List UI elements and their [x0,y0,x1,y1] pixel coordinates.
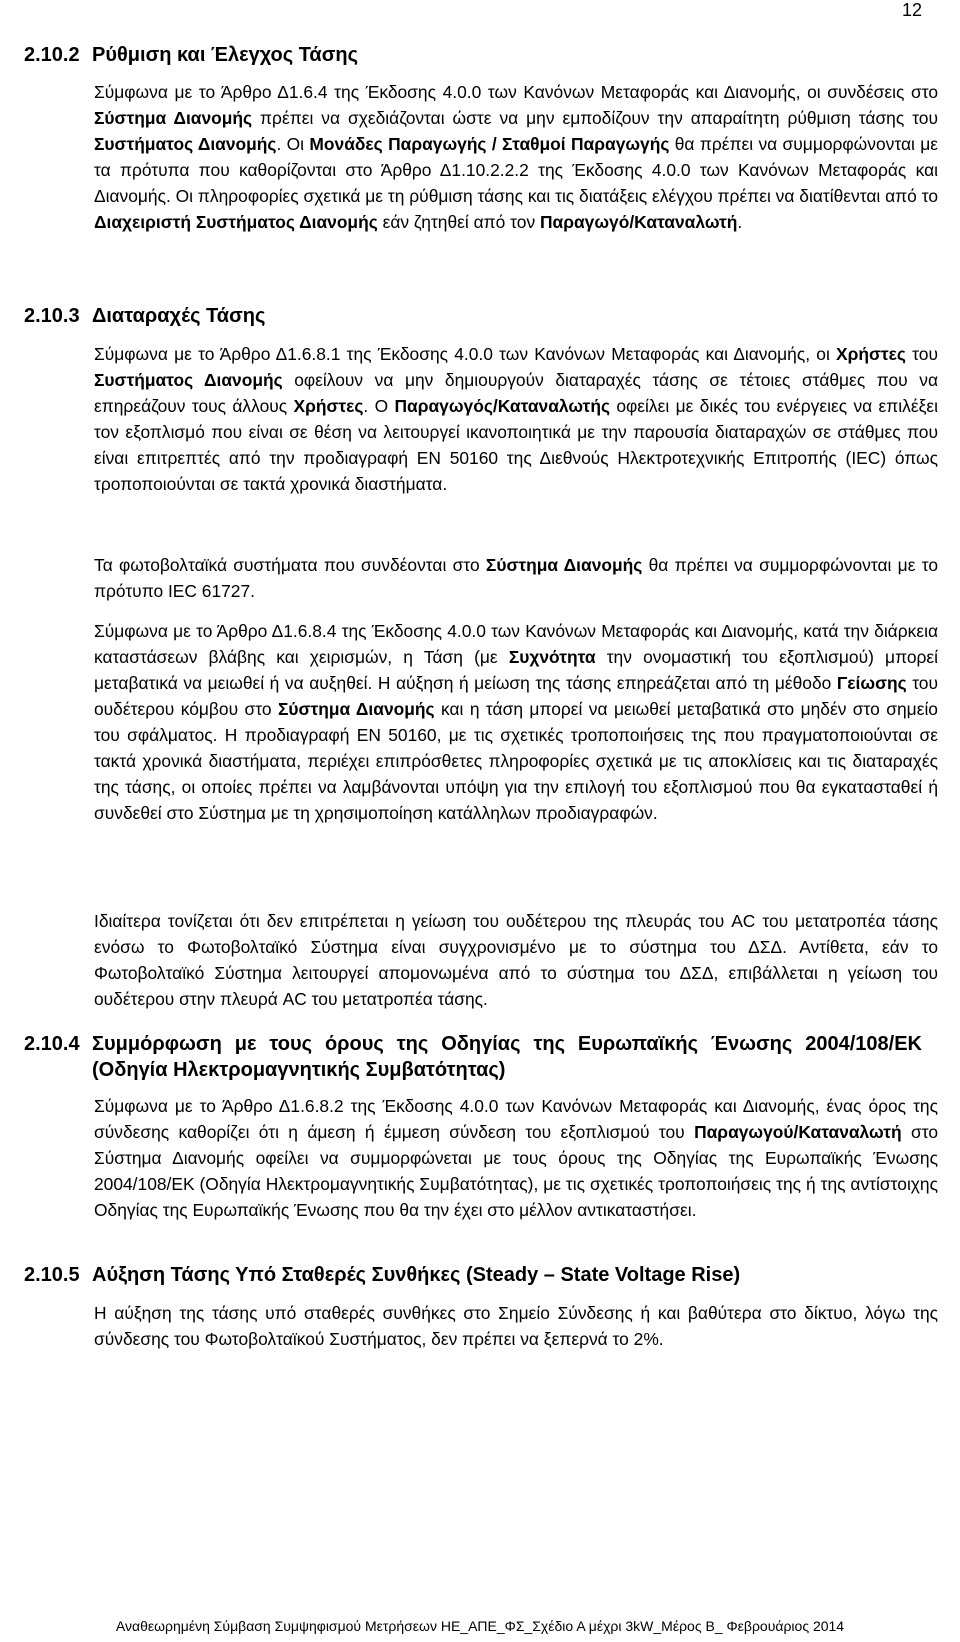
paragraph: Σύμφωνα με το Άρθρο Δ1.6.8.2 της Έκδοσης 4.0.0 των Κανόνων Μεταφοράς και Διανομής, ένας όρος της σύνδεσης καθορίζει ότι η άμεση ή έμμεση σύνδεση του εξοπλισμού του Παραγωγού/Καταναλωτή στο Σύστημα Διανομής οφείλει να συμμορφώνεται με τους όρους της Οδηγίας της Ευρωπαϊκής Ένωσης 2004/108/ΕΚ (Οδηγία Ηλεκτρομαγνητικής Συμβατότητας), με τις σχετικές τροποποιήσεις της ή της αντίστοιχης Οδηγίας της Ευρωπαϊκής Ένωσης που θα την έχει στο μέλλον αντικαταστήσει. [94,1096,938,1220]
bold-term: Σύστημα Διανομής [277,699,435,719]
bold-term: Χρήστες [836,344,906,364]
section-heading-2-10-3 [24,303,922,329]
bold-term: Παραγωγό/Καταναλωτή [539,212,738,232]
paragraph: Ιδιαίτερα τονίζεται ότι δεν επιτρέπεται η γείωση του ουδέτερου της πλευράς του AC του μετατροπέα τάσης ενόσω το Φωτοβολταϊκό Σύστημα είναι συγχρονισμένο με το σύστημα του ΔΣΔ. Αντίθετα, εάν το Φωτοβολταϊκό Σύστημα λειτουργεί απομονωμένα από το σύστημα του ΔΣΔ, επιβάλλεται η γείωση του ουδέτερου στην πλευρά AC του μετατροπέα τάσης. [94,911,938,1009]
section-title: Ρύθμιση και Έλεγχος Τάσης [92,44,359,66]
section-title: Διαταραχές Τάσης [92,305,266,327]
paragraph: Τα φωτοβολταϊκά συστήματα που συνδέονται στο Σύστημα Διανομής θα πρέπει να συμμορφώνονται με το πρότυπο IEC 61727. [94,555,938,601]
section-number: 2.10.3 [24,305,80,327]
section-title: Αύξηση Τάσης Υπό Σταθερές Συνθήκες (Steady – State Voltage Rise) [92,1264,741,1286]
bold-term: Σύστημα Διανομής [485,555,643,575]
bold-term: Συχνότητα [508,647,596,667]
paragraph: Σύμφωνα με το Άρθρο Δ1.6.4 της Έκδοσης 4.0.0 των Κανόνων Μεταφοράς και Διανομής, οι συνδέσεις στο Σύστημα Διανομής πρέπει να σχεδιάζονται ώστε να μην εμποδίζουν την απαραίτητη ρύθμιση τάσης του Συστήματος Διανομής. Οι Μονάδες Παραγωγής / Σταθμοί Παραγωγής θα πρέπει να συμμορφώνονται με τα πρότυπα που καθορίζονται στο Άρθρο Δ1.10.2.2.2 της Έκδοσης 4.0.0 των Κανόνων Μεταφοράς και Διανομής. Οι πληροφορίες σχετικά με τη ρύθμιση τάσης και τις διατάξεις ελέγχου πρέπει να διατίθενται από το Διαχειριστή Συστήματος Διανομής εάν ζητηθεί από τον Παραγωγό/Καταναλωτή. [94,82,938,232]
bold-term: Σύστημα Διανομής [94,108,253,128]
bold-term: Συστήματος Διανομής [94,134,277,154]
bold-term: Χρήστες [293,396,364,416]
bold-term: Γείωσης [836,673,907,693]
bold-term: Παραγωγού/Καταναλωτή [694,1122,902,1142]
bold-term: Μονάδες Παραγωγής / Σταθμοί Παραγωγής [309,134,670,154]
section-heading-2-10-5 [24,1262,922,1288]
paragraph: Σύμφωνα με το Άρθρο Δ1.6.8.4 της Έκδοσης 4.0.0 των Κανόνων Μεταφοράς και Διανομής, κατά την διάρκεια καταστάσεων βλάβης και χειρισμών, η Τάση (με Συχνότητα την ονομαστική του εξοπλισμού) μπορεί μεταβατικά να μειωθεί ή να αυξηθεί. Η αύξηση ή μείωση της τάσης επηρεάζεται από τη μέθοδο Γείωσης του ουδέτερου κόμβου στο Σύστημα Διανομής και η τάση μπορεί να μειωθεί μεταβατικά στο μηδέν στο σημείο του σφάλματος. Η προδιαγραφή EN 50160, με τις σχετικές τροποποιήσεις της που πραγματοποιούνται σε τακτά χρονικά διαστήματα, περιέχει επιπρόσθετες πληροφορίες σχετικά με τις αποκλίσεις και τις διαταραχές της τάσης, οι οποίες πρέπει να λαμβάνονται υπόψη για την επιλογή του εξοπλισμού που θα εγκατασταθεί ή συνδεθεί στο Σύστημα με τη χρησιμοποίηση κατάλληλων προδιαγραφών. [94,621,938,823]
section-title: Συμμόρφωση με τους όρους της Οδηγίας της Ευρωπαϊκής Ένωσης 2004/108/ΕΚ (Οδηγία Ηλεκτρομαγνητικής Συμβατότητας) [92,1033,922,1081]
section-number: 2.10.4 [24,1033,80,1055]
paragraph: Η αύξηση της τάσης υπό σταθερές συνθήκες στο Σημείο Σύνδεσης ή και βαθύτερα στο δίκτυο, λόγω της σύνδεσης του Φωτοβολταϊκού Συστήματος, δεν πρέπει να ξεπερνά το 2%. [94,1303,938,1349]
section-heading-2-10-2 [24,42,922,68]
section-number: 2.10.2 [24,44,80,66]
bold-term: Παραγωγός/Καταναλωτής [394,396,610,416]
paragraph: Σύμφωνα με το Άρθρο Δ1.6.8.1 της Έκδοσης 4.0.0 των Κανόνων Μεταφοράς και Διανομής, οι Χρήστες του Συστήματος Διανομής οφείλουν να μην δημιουργούν διαταραχές τάσης σε τέτοιες στάθμες που να επηρεάζουν τους άλλους Χρήστες. Ο Παραγωγός/Καταναλωτής οφείλει με δικές του ενέργειες να επιλέξει τον εξοπλισμό που είναι σε θέση να λειτουργεί ικανοποιητικά με την παρουσία διαταραχών σε στάθμες που είναι επιτρεπτές από την προδιαγραφή EN 50160 της Διεθνούς Ηλεκτροτεχνικής Επιτροπής (IEC) όπως τροποποιούνται σε τακτά χρονικά διαστήματα. [94,344,939,494]
bold-term: Συστήματος Διανομής [94,370,283,390]
page-number: 12 [901,0,922,20]
section-heading-2-10-4 [24,1031,922,1083]
section-number: 2.10.5 [24,1264,80,1286]
page-footer: Αναθεωρημένη Σύμβαση Συμψηφισμού Μετρήσεων ΗΕ_ΑΠΕ_ΦΣ_Σχέδιο Α μέχρι 3kW_Μέρος Β_ Φεβρουάριος 2014 [115,1618,845,1634]
bold-term: Διαχειριστή Συστήματος Διανομής [94,212,378,232]
